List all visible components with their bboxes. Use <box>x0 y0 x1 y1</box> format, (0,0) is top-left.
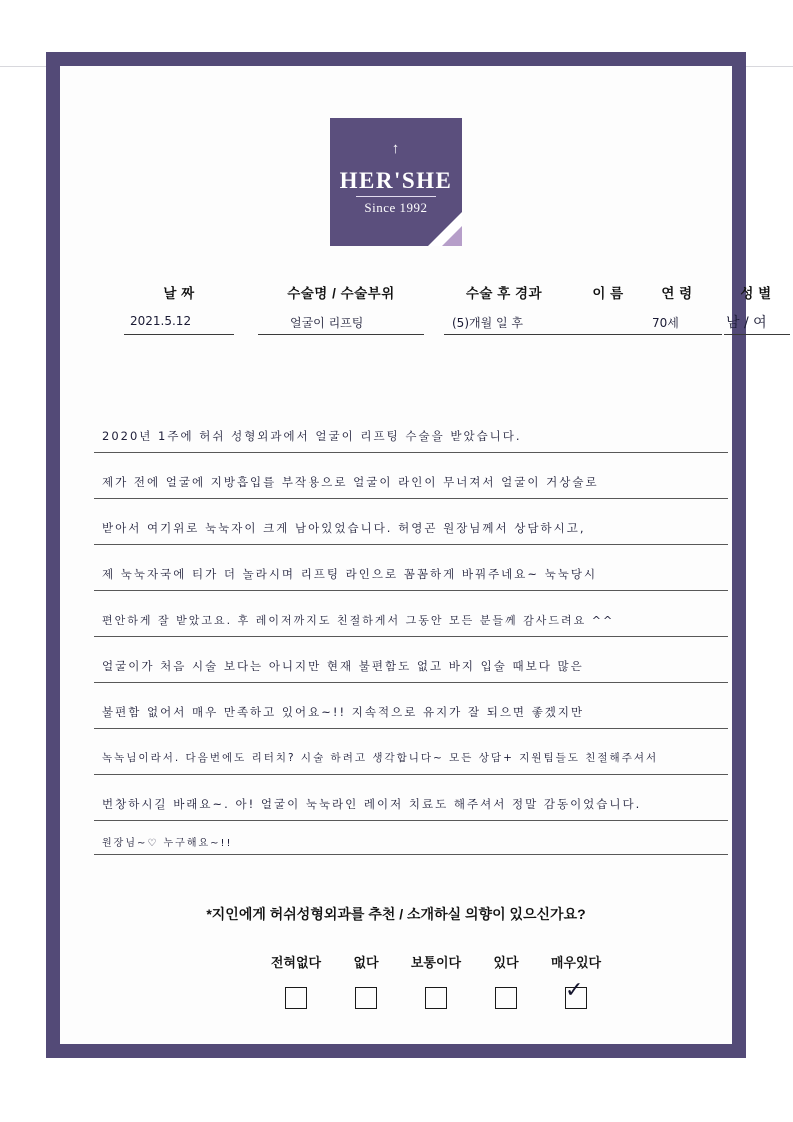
rule-line <box>94 854 728 855</box>
field-surgery-name-line <box>258 334 424 335</box>
field-date <box>124 282 234 328</box>
scale-checkbox[interactable] <box>495 987 517 1009</box>
logo-arrow-icon: ↑ <box>391 140 401 157</box>
field-date-line <box>124 334 234 335</box>
handwritten-line: 2020년 1주에 허쉬 성형외과에서 얼굴이 리프팅 수술을 받았습니다. <box>102 429 522 443</box>
scan-edge-line-right <box>745 66 793 67</box>
field-gender <box>716 282 793 331</box>
checkmark-icon: ✓ <box>565 978 584 1003</box>
field-gender-label: 성 별 <box>740 286 772 301</box>
scale-checkbox-checked[interactable] <box>565 978 587 1009</box>
handwritten-line: 받아서 여기위로 눅눅자이 크게 남아있었습니다. 허영곤 원장님께서 상담하시고, <box>102 521 586 535</box>
field-postop-period <box>444 282 564 330</box>
recommendation-question: *지인에게 허쉬성형외과를 추천 / 소개하실 의향이 있으신가요? <box>206 906 586 922</box>
field-gender-value: 남 / 여 <box>726 315 767 331</box>
field-surgery-name-label: 수술명 / 수술부위 <box>287 286 395 301</box>
handwritten-line: 불편함 없어서 매우 만족하고 있어요~!! 지속적으로 유지가 잘 되으면 좋겠지만 <box>102 705 585 719</box>
handwritten-line: 원장님~♡ 누구해요~!! <box>102 838 233 849</box>
scale-option-label: 보통이다 <box>410 955 462 970</box>
survey-form-body <box>60 66 772 1044</box>
field-postop-period-label: 수술 후 경과 <box>465 286 543 301</box>
scale-option-label: 전혀없다 <box>270 955 322 970</box>
handwritten-line: 편안하게 잘 받았고요. 후 레이저까지도 친절하게서 그동안 모든 분들께 감사드려요 ^^ <box>102 614 615 627</box>
scale-option-none-at-all[interactable] <box>260 952 332 1009</box>
scale-option-label: 있다 <box>493 955 519 970</box>
logo-corner-accent <box>442 226 462 246</box>
field-date-label: 날 짜 <box>163 286 195 301</box>
logo-divider <box>356 196 436 197</box>
handwritten-line: 제 눅눅자국에 티가 더 놀라시며 리프팅 라인으로 꼼꼼하게 바꿔주네요~ 눅눅당시 <box>102 567 598 581</box>
rule-line <box>94 590 728 591</box>
handwritten-review-area <box>94 410 728 876</box>
field-name-label: 이 름 <box>592 286 624 301</box>
rule-line <box>94 820 728 821</box>
field-gender-line <box>724 334 790 335</box>
rule-line <box>94 544 728 545</box>
rule-line <box>94 774 728 775</box>
scan-edge-line-left <box>0 66 46 67</box>
handwritten-line: 얼굴이가 처음 시술 보다는 아니지만 현재 불편함도 없고 바지 입술 때보다 많은 <box>102 659 584 673</box>
survey-form-frame <box>46 52 772 1058</box>
hershe-logo <box>330 118 462 246</box>
field-surgery-name <box>258 282 424 330</box>
header-fields <box>106 282 772 354</box>
scale-option-label: 없다 <box>353 955 379 970</box>
field-age-line <box>642 334 722 335</box>
rule-line <box>94 636 728 637</box>
rule-line <box>94 728 728 729</box>
scale-option-average[interactable] <box>400 952 472 1009</box>
handwritten-line: 번창하시길 바래요~. 아! 얼굴이 눅눅라인 레이저 치료도 해주셔서 정말 감동이었습니다. <box>102 797 642 811</box>
scale-option-yes[interactable] <box>470 952 542 1009</box>
handwritten-line: 녹녹님이라서. 다음번에도 리터치? 시술 하려고 생각합니다~ 모든 상담+ 지원팀들도 친절해주셔서 <box>102 752 659 764</box>
logo-brand-name: HER'SHE <box>339 168 453 193</box>
field-age-value: 70세 <box>652 316 679 330</box>
scale-option-label: 매우있다 <box>550 955 602 970</box>
rule-line <box>94 452 728 453</box>
logo-since-text: Since 1992 <box>364 200 428 215</box>
scale-option-none[interactable] <box>330 952 402 1009</box>
field-age-label: 연 령 <box>661 286 693 301</box>
field-date-value: 2021.5.12 <box>130 314 192 328</box>
scale-checkbox[interactable] <box>355 987 377 1009</box>
handwritten-line: 제가 전에 얼굴에 지방흡입를 부작용으로 얼굴이 라인이 무너져서 얼굴이 거상술로 <box>102 475 599 489</box>
scale-checkbox[interactable] <box>425 987 447 1009</box>
rule-line <box>94 498 728 499</box>
rule-line <box>94 682 728 683</box>
field-postop-period-value: (5)개월 일 후 <box>452 316 523 330</box>
recommendation-scale <box>260 952 620 1030</box>
field-surgery-name-value: 얼굴이 리프팅 <box>290 316 364 330</box>
scale-checkbox[interactable] <box>285 987 307 1009</box>
scale-option-very-much[interactable] <box>540 952 612 1009</box>
field-postop-period-line <box>444 334 564 335</box>
